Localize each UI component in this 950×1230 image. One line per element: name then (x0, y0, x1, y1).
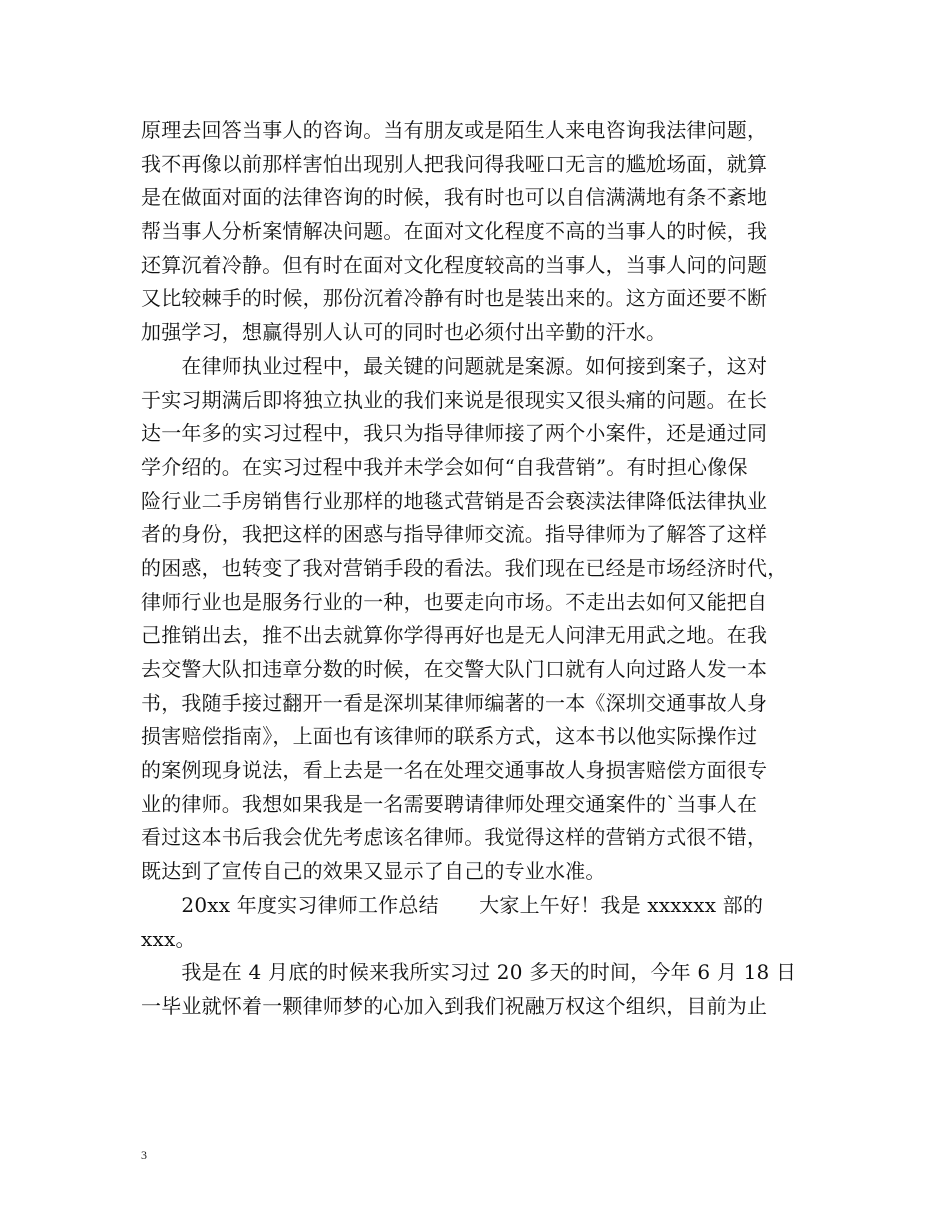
text-line: 的案例现身说法，看上去是一名在处理交通事故人身损害赔偿方面很专 (141, 758, 768, 783)
page-number: 3 (141, 1148, 147, 1162)
text-line: 的困惑，也转变了我对营销手段的看法。我们现在已经是市场经济时代， (141, 555, 788, 580)
text-line: 我不再像以前那样害怕出现别人把我问得我哑口无言的尴尬场面，就算 (141, 151, 768, 176)
text-line: 20xx 年度实习律师工作总结 大家上午好！我是 xxxxxx 部的 (141, 892, 764, 917)
text-line: 书，我随手接过翻开一看是深圳某律师编著的一本《深圳交通事故人身 (141, 690, 768, 715)
text-line: 者的身份，我把这样的困惑与指导律师交流。指导律师为了解答了这样 (141, 522, 768, 547)
text-line: 损害赔偿指南》，上面也有该律师的联系方式，这本书以他实际操作过 (141, 724, 758, 749)
text-line: 我是在 4 月底的时候来我所实习过 20 多天的时间，今年 6 月 18 日 (141, 960, 797, 985)
text-line: 一毕业就怀着一颗律师梦的心加入到我们祝融万权这个组织，目前为止 (141, 993, 768, 1018)
text-line: 又比较棘手的时候，那份沉着冷静有时也是装出来的。这方面还要不断 (141, 286, 768, 311)
text-line: 业的律师。我想如果我是一名需要聘请律师处理交通案件的`当事人在 (141, 791, 758, 816)
text-line: 达一年多的实习过程中，我只为指导律师接了两个小案件，还是通过同 (141, 421, 768, 446)
text-line: 既达到了宣传自己的效果又显示了自己的专业水准。 (141, 859, 606, 884)
text-line: 学介绍的。在实习过程中我并未学会如何“自我营销”。有时担心像保 (141, 454, 748, 479)
text-line: 去交警大队扣违章分数的时候，在交警大队门口就有人向过路人发一本 (141, 657, 768, 681)
text-line: 在律师执业过程中，最关键的问题就是案源。如何接到案子，这对 (141, 353, 768, 378)
text-line: 原理去回答当事人的咨询。当有朋友或是陌生人来电咨询我法律问题， (141, 118, 768, 142)
text-line: 加强学习，想赢得别人认可的同时也必须付出辛勤的汗水。 (141, 320, 667, 345)
body-text (141, 114, 831, 1024)
text-line: 己推销出去，推不出去就算你学得再好也是无人问津无用武之地。在我 (141, 623, 768, 648)
text-line: 看过这本书后我会优先考虑该名律师。我觉得这样的营销方式很不错， (141, 825, 768, 850)
text-line: 险行业二手房销售行业那样的地毯式营销是否会亵渎法律降低法律执业 (141, 488, 768, 513)
text-line: xxx。 (141, 926, 196, 951)
text-line: 还算沉着冷静。但有时在面对文化程度较高的当事人，当事人问的问题 (141, 252, 768, 277)
text-line: 律师行业也是服务行业的一种，也要走向市场。不走出去如何又能把自 (141, 589, 768, 614)
text-line: 是在做面对面的法律咨询的时候，我有时也可以自信满满地有条不紊地 (141, 185, 768, 210)
text-line: 帮当事人分析案情解决问题。在面对文化程度不高的当事人的时候，我 (141, 219, 768, 244)
text-line: 于实习期满后即将独立执业的我们来说是很现实又很头痛的问题。在长 (141, 387, 768, 412)
